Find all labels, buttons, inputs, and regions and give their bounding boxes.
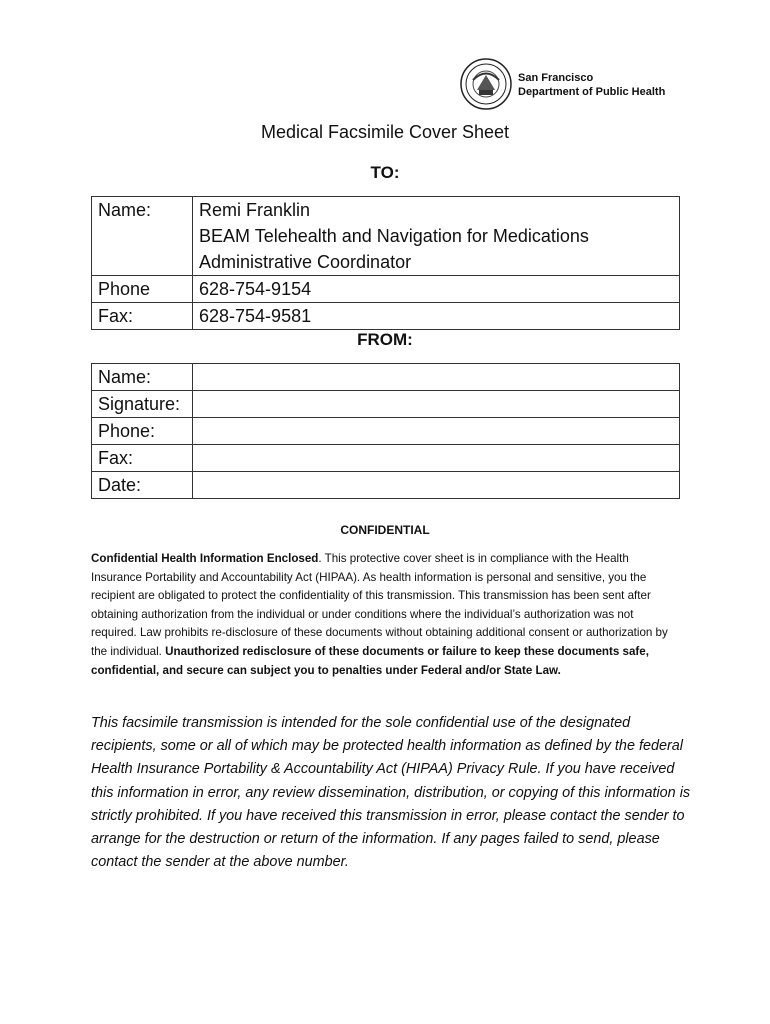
from-date-label: Date:: [92, 472, 193, 499]
from-row-phone: [92, 418, 680, 445]
to-table: [91, 196, 680, 330]
from-heading: FROM:: [357, 330, 413, 349]
to-phone-value: 628-754-9154: [193, 276, 680, 303]
to-program-line: BEAM Telehealth and Navigation for Medications: [199, 226, 589, 246]
from-fax-field[interactable]: [193, 445, 680, 472]
org-name: [518, 71, 665, 99]
from-phone-field[interactable]: [193, 418, 680, 445]
from-row-name: [92, 364, 680, 391]
from-row-signature: [92, 391, 680, 418]
to-fax-label: Fax:: [92, 303, 193, 330]
to-row-fax: [92, 303, 680, 330]
to-row-name: [92, 197, 680, 276]
confidential-notice: [91, 550, 681, 680]
from-date-field[interactable]: [193, 472, 680, 499]
to-name-line: Remi Franklin: [199, 200, 311, 220]
city-seal-icon: [459, 57, 513, 111]
from-table: [91, 363, 680, 499]
org-line-city: San Francisco: [518, 72, 594, 84]
to-fax-value: 628-754-9581: [193, 303, 680, 330]
from-phone-label: Phone:: [92, 418, 193, 445]
from-row-fax: [92, 445, 680, 472]
confidential-warning: Unauthorized redisclosure of these documents or failure to keep these documents safe, confidential, and secure can subject you to penalties under Federal and/or State Law.: [91, 644, 649, 677]
confidential-body: . This protective cover sheet is in compliance with the Health Insurance Portability and Accountability Act (HIPAA). As health information is personal and sensitive, you the recipient are obligated to protect the confidentiality of this transmission. This transmission has been sent after obtaining authorization from the individual or under conditions where the individual’s authorization was not required. Law prohibits re-disclosure of these documents without obtaining additional consent or authorization by the individual.: [91, 552, 668, 658]
hipaa-disclaimer: This facsimile transmission is intended for the sole confidential use of the designated recipients, some or all of which may be protected health information as defined by the federal Health Insurance Portability & Accountability Act (HIPAA) Privacy Rule. If you have received this information in error, any review dissemination, distribution, or copying of this information is strictly prohibited. If you have received this transmission in error, please contact the sender to arrange for the destruction or return of the information. If any pages failed to send, please contact the sender at the above number.: [91, 715, 691, 871]
from-fax-label: Fax:: [92, 445, 193, 472]
to-name-label: Name:: [92, 197, 193, 276]
to-role-line: Administrative Coordinator: [199, 252, 412, 272]
from-row-date: [92, 472, 680, 499]
page-title: Medical Facsimile Cover Sheet: [260, 122, 510, 142]
confidential-heading: CONFIDENTIAL: [340, 523, 430, 537]
to-row-phone: [92, 276, 680, 303]
to-name-value: [193, 197, 680, 276]
to-heading: TO:: [370, 163, 400, 182]
org-line-dept: Department of Public Health: [518, 86, 666, 98]
from-signature-label: Signature:: [92, 391, 193, 418]
from-name-label: Name:: [92, 364, 193, 391]
from-name-field[interactable]: [193, 364, 680, 391]
from-signature-field[interactable]: [193, 391, 680, 418]
confidential-lead: Confidential Health Information Enclosed: [91, 552, 319, 565]
to-phone-label: Phone: [92, 276, 193, 303]
